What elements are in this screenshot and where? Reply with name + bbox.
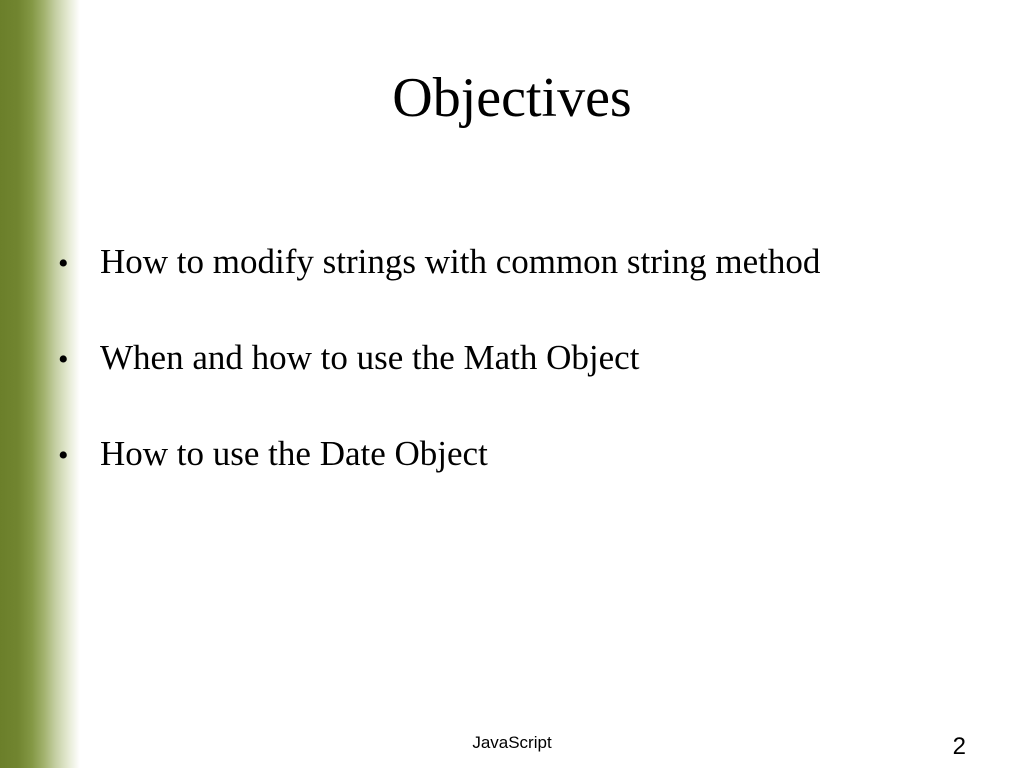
bullet-list — [58, 238, 998, 526]
bullet-icon: • — [58, 247, 69, 280]
footer-text: JavaScript — [472, 733, 552, 752]
bullet-item — [58, 334, 998, 430]
bullet-item — [58, 238, 998, 334]
bullet-text: How to use the Date Object — [100, 434, 488, 473]
bullet-icon: • — [58, 439, 69, 472]
bullet-text: How to modify strings with common string method — [100, 242, 821, 281]
bullet-item — [58, 430, 998, 526]
slide-number: 2 — [952, 733, 966, 760]
slide-title: Objectives — [392, 67, 632, 129]
bullet-icon: • — [58, 343, 69, 376]
bullet-text: When and how to use the Math Object — [100, 338, 640, 377]
